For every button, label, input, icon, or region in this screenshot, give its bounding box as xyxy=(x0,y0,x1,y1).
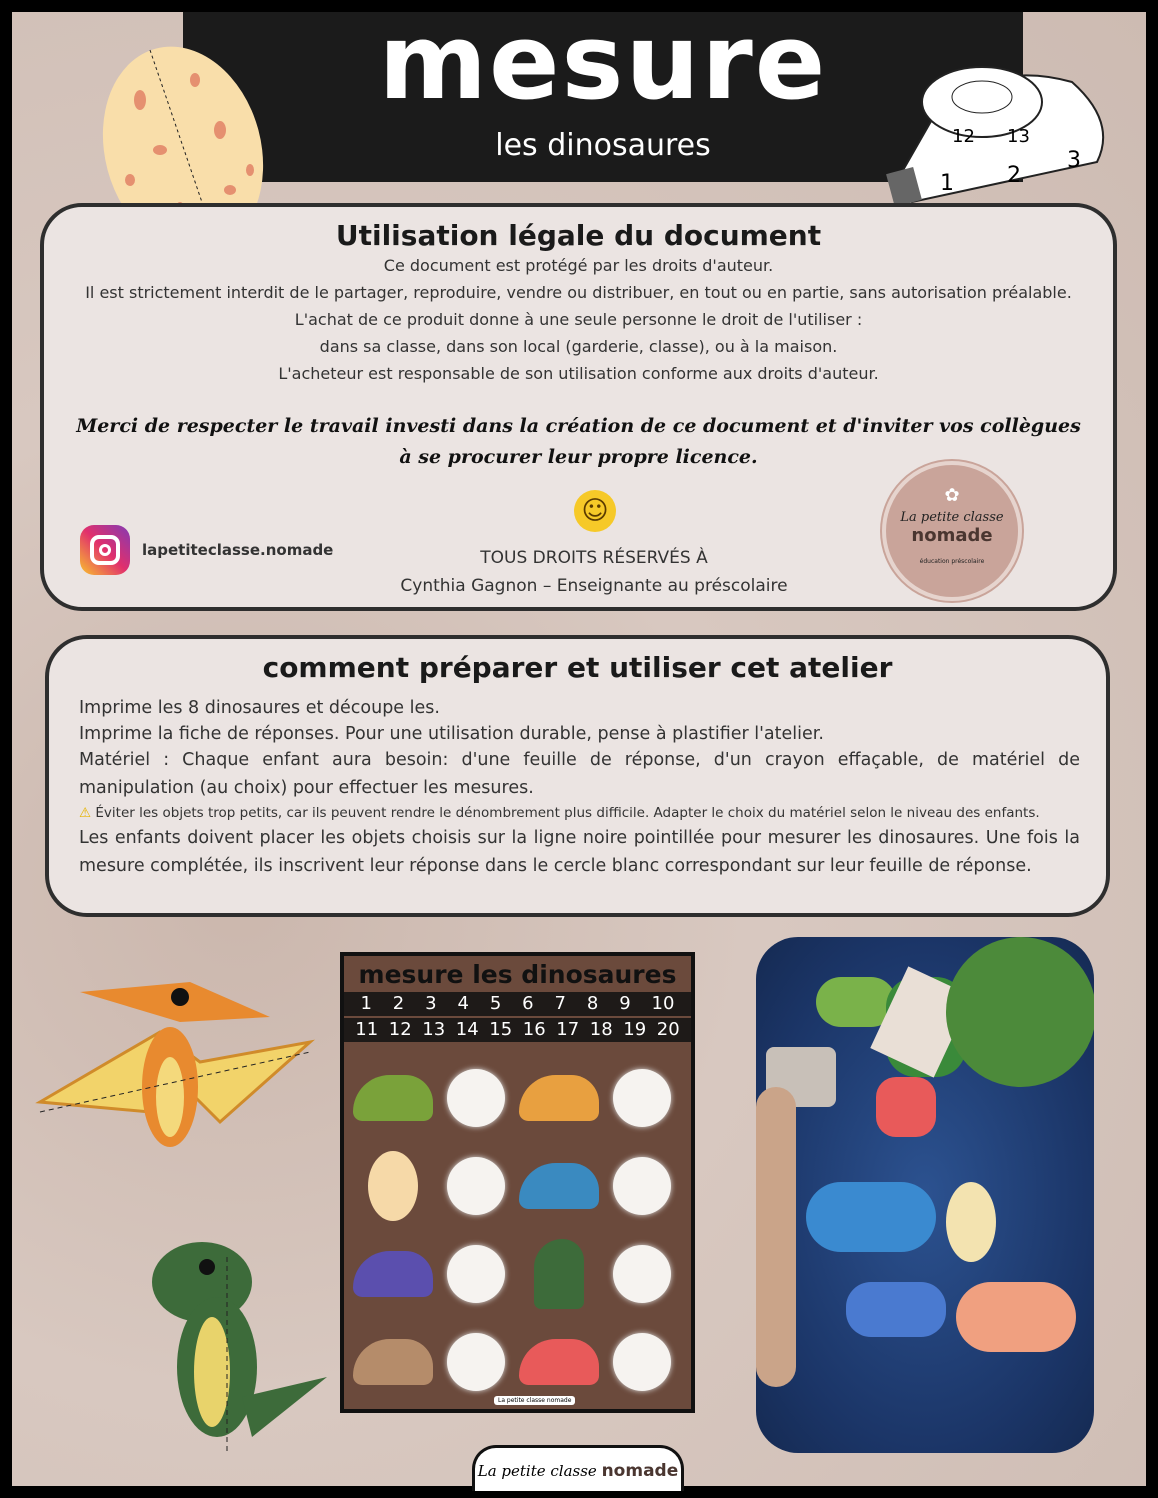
number-label: 20 xyxy=(656,1019,680,1040)
legal-line: Ce document est protégé par les droits d'auteur. xyxy=(383,256,774,275)
instruction-line: Les enfants doivent placer les objets choisis sur la ligne noire pointillée pour mesurer les dinosaures. Une fois la mesure complétée, ils inscrivent leur réponse dans le cercle blanc correspondant sur leur feuille de réponse. xyxy=(79,828,1080,876)
number-label: 12 xyxy=(388,1019,412,1040)
answer-circle xyxy=(613,1157,671,1215)
number-label: 13 xyxy=(422,1019,446,1040)
footer-brand-logo xyxy=(472,1445,684,1491)
instagram-icon xyxy=(80,525,130,575)
answer-sheet-preview xyxy=(340,952,695,1413)
flower-icon: ✿ xyxy=(944,485,960,506)
instruction-line: Imprime les 8 dinosaures et découpe les. xyxy=(79,698,440,718)
stamp-line: nomade xyxy=(911,525,993,546)
answer-circle xyxy=(613,1069,671,1127)
answer-circle xyxy=(613,1245,671,1303)
tape-number: 12 xyxy=(952,126,975,147)
sheet-brand: La petite classe nomade xyxy=(494,1396,575,1405)
stamp-line: La petite classe xyxy=(900,510,1004,525)
pterodactyl-illustration xyxy=(30,972,320,1202)
page-subtitle: les dinosaures xyxy=(495,128,711,163)
egg-image xyxy=(368,1151,418,1221)
number-label: 2 xyxy=(392,993,405,1014)
answer-circle xyxy=(447,1157,505,1215)
number-label: 16 xyxy=(522,1019,546,1040)
tape-number: 3 xyxy=(1067,148,1081,173)
instagram-handle: lapetiteclasse.nomade xyxy=(142,541,334,559)
brand-stamp-logo xyxy=(882,461,1022,601)
legal-line: dans sa classe, dans son local (garderie, classe), ou à la maison. xyxy=(319,337,838,356)
trex-image xyxy=(534,1239,584,1309)
fossil-image xyxy=(353,1339,433,1385)
tape-number: 13 xyxy=(1007,126,1030,147)
number-label: 5 xyxy=(489,993,502,1014)
answer-circle xyxy=(447,1069,505,1127)
number-label: 19 xyxy=(623,1019,647,1040)
thanks-line: à se procurer leur propre licence. xyxy=(399,446,758,468)
rights-text: TOUS DROITS RÉSERVÉS À xyxy=(480,548,708,568)
number-label: 18 xyxy=(589,1019,613,1040)
page-title: mesure xyxy=(378,1,828,123)
warning-text: Éviter les objets trop petits, car ils peuvent rendre le dénombrement plus difficile. Adapter le choix du matériel selon le niveau des enfants. xyxy=(95,805,1040,821)
number-label: 4 xyxy=(457,993,469,1014)
warning-icon: ⚠ xyxy=(79,805,92,821)
classroom-photo xyxy=(756,937,1094,1453)
number-label: 1 xyxy=(360,993,372,1014)
sheet-title: mesure les dinosaures xyxy=(358,960,677,989)
stegosaurus-image xyxy=(353,1251,433,1297)
footer-brand-script: La petite classe xyxy=(477,1462,597,1480)
smiley-icon: ☺ xyxy=(574,490,616,532)
number-label: 11 xyxy=(355,1019,379,1040)
tape-number: 1 xyxy=(940,171,954,196)
legal-use-panel xyxy=(40,203,1117,611)
instructions-heading: comment préparer et utiliser cet atelier xyxy=(262,651,893,684)
author-text: Cynthia Gagnon – Enseignante au préscolaire xyxy=(400,576,788,596)
legal-line: L'achat de ce produit donne à une seule personne le droit de l'utiliser : xyxy=(294,310,863,329)
legal-line: Il est strictement interdit de le partager, reproduire, vendre ou distribuer, en tout ou en partie, sans autorisation préalable. xyxy=(85,283,1072,302)
legal-line: L'acheteur est responsable de son utilisation conforme aux droits d'auteur. xyxy=(278,364,879,383)
number-label: 6 xyxy=(522,993,534,1014)
footer-brand-bold: nomade xyxy=(601,1461,679,1481)
dimetrodon-image xyxy=(519,1339,599,1385)
rights-block xyxy=(344,544,844,600)
instruction-line: Matériel : Chaque enfant aura besoin: d'une feuille de réponse, d'un crayon effaçable, de matériel de manipulation (au choix) pour effectuer les mesures. xyxy=(79,750,1080,798)
number-label: 17 xyxy=(556,1019,580,1040)
legal-heading: Utilisation légale du document xyxy=(335,219,822,252)
number-row xyxy=(344,1018,691,1042)
number-row xyxy=(344,992,691,1016)
answer-circle xyxy=(447,1245,505,1303)
triceratops-image xyxy=(353,1075,433,1121)
number-label: 14 xyxy=(455,1019,479,1040)
number-label: 9 xyxy=(619,993,631,1014)
instructions-panel xyxy=(45,635,1110,917)
instagram-link[interactable] xyxy=(80,525,333,575)
brachiosaurus-image xyxy=(519,1163,599,1209)
answer-circle xyxy=(613,1333,671,1391)
number-label: 3 xyxy=(425,993,437,1014)
number-label: 7 xyxy=(554,993,566,1014)
number-label: 10 xyxy=(651,993,675,1014)
number-label: 15 xyxy=(489,1019,513,1040)
trex-illustration xyxy=(142,1237,332,1462)
stamp-line: éducation préscolaire xyxy=(919,558,985,565)
tape-number: 2 xyxy=(1007,163,1021,188)
number-label: 8 xyxy=(586,993,599,1014)
thanks-line: Merci de respecter le travail investi dans la création de ce document et d'inviter vos collègues xyxy=(76,415,1081,437)
answer-circle xyxy=(447,1333,505,1391)
instruction-line: Imprime la fiche de réponses. Pour une utilisation durable, pense à plastifier l'atelier. xyxy=(79,724,824,744)
pterodactyl-image xyxy=(519,1075,599,1121)
